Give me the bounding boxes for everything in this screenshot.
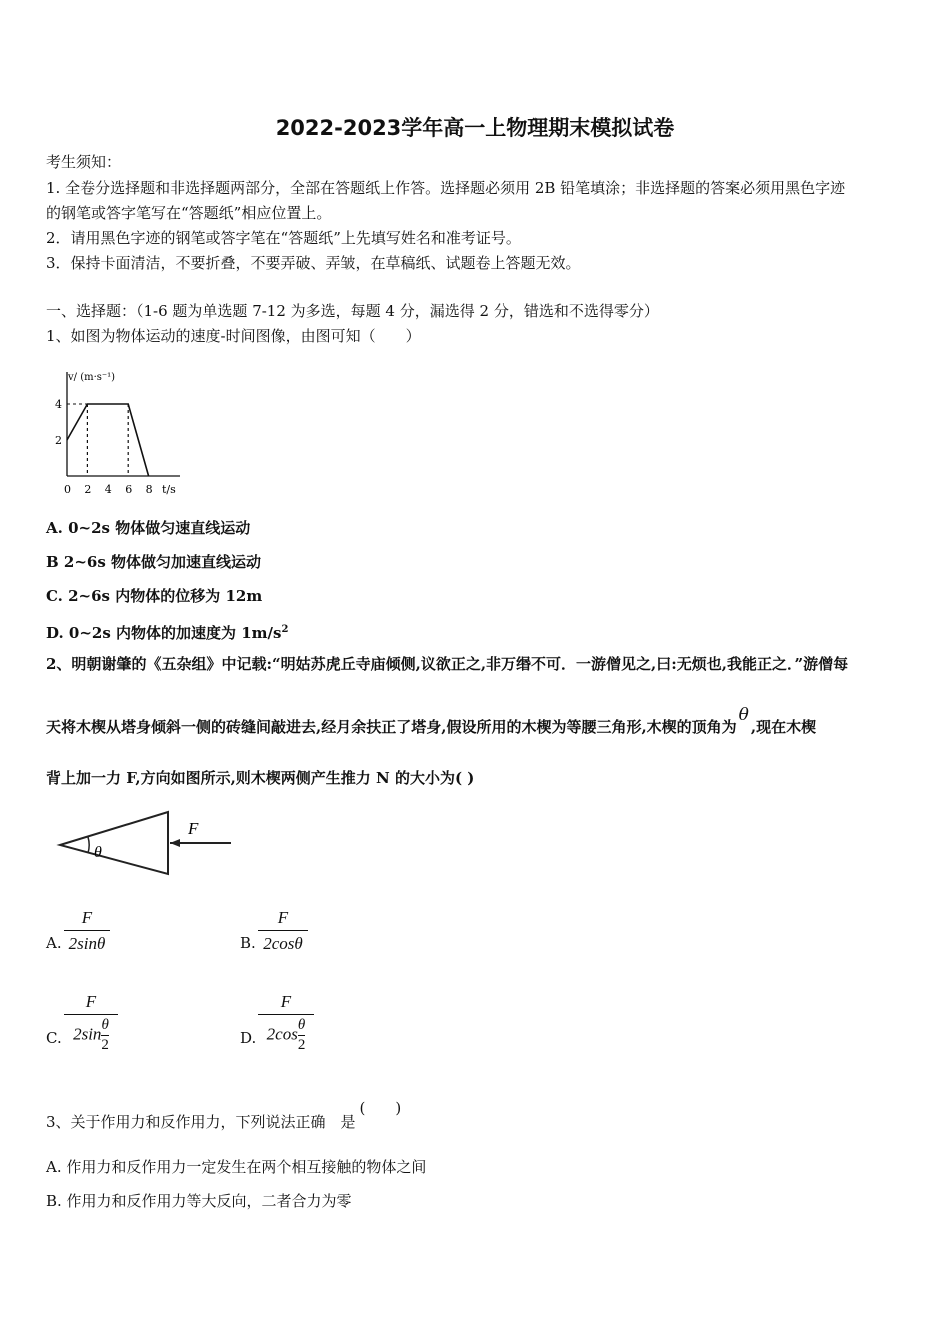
- vt-axes: [67, 372, 180, 476]
- notice-line-3: 3．保持卡面清洁，不要折叠，不要弄破、弄皱，在草稿纸、试题卷上答题无效。: [46, 254, 581, 272]
- q1-option-a: A. 0~2s 物体做匀速直线运动: [46, 519, 251, 537]
- notice-line-1a: 1. 全卷分选择题和非选择题两部分，全部在答题纸上作答。选择题必须用 2B 铅笔填涂；非选择题的答案必须用黑色字迹: [46, 179, 846, 197]
- q1-stem: 1、如图为物体运动的速度-时间图像，由图可知（ ）: [46, 327, 421, 345]
- vt-x-tick-8: 8: [145, 483, 153, 496]
- vt-y-tick-2: 2: [55, 434, 62, 447]
- notice-heading: 考生须知：: [46, 153, 122, 171]
- q2-option-d-fraction: F 2cos $\frac{\theta}{2}$: [258, 992, 314, 1054]
- wedge-triangle: [60, 812, 168, 874]
- angle-label: θ: [94, 844, 102, 861]
- vt-xlabel: t/s: [162, 483, 176, 496]
- q2-line-3: 背上加一力 F,方向如图所示,则木楔两侧产生推力 N 的大小为( ): [46, 769, 475, 787]
- q1-option-d: D. 0~2s 内物体的加速度为 $1m/s^2$: [46, 624, 289, 642]
- q3-option-b: B. 作用力和反作用力等大反向，二者合力为零: [46, 1192, 352, 1210]
- angle-arc: [88, 837, 89, 853]
- notice-line-1b: 的钢笔或答字笔写在“答题纸”相应位置上。: [46, 204, 332, 222]
- vt-series-line: [67, 404, 149, 476]
- vt-x-tick-6: 6: [125, 483, 133, 496]
- q2-option-a-fraction: F 2sinθ: [64, 908, 110, 955]
- q2-option-b-label: B.: [240, 934, 256, 952]
- wedge-figure: [56, 808, 236, 880]
- vt-x-tick-2: 2: [84, 483, 92, 496]
- section-heading: 一、选择题：（1-6 题为单选题 7-12 为多选，每题 4 分，漏选得 2 分，错选和不选得零分）: [46, 302, 659, 320]
- vt-ylabel: v/ (m·s⁻¹): [68, 372, 116, 383]
- page-title: 2022-2023学年高一上物理期末模拟试卷: [275, 116, 675, 140]
- q2-option-d-label: D.: [240, 1029, 257, 1047]
- vt-y-tick-4: 4: [55, 398, 62, 411]
- vt-graph: [52, 366, 192, 498]
- vt-x-tick-0: 0: [64, 483, 71, 496]
- q2-option-c-fraction: F 2sin $\frac{\theta}{2}$: [64, 992, 118, 1054]
- q3-option-a: A. 作用力和反作用力一定发生在两个相互接触的物体之间: [46, 1158, 427, 1176]
- q2-option-a-label: A.: [46, 934, 62, 952]
- force-arrowhead: [170, 839, 180, 847]
- q2-line-2: 天将木楔从塔身倾斜一侧的砖缝间敲进去,经月余扶正了塔身,假设所用的木楔为等腰三角形,木楔的顶角为θ,现在木楔: [46, 705, 817, 736]
- q3-stem: 3、关于作用力和反作用力，下列说法正确 是( ): [46, 1099, 402, 1131]
- q1-option-c: C. 2~6s 内物体的位移为 12m: [46, 587, 263, 605]
- notice-line-2: 2．请用黑色字迹的钢笔或答字笔在“答题纸”上先填写姓名和准考证号。: [46, 229, 521, 247]
- vt-x-tick-4: 4: [104, 483, 112, 496]
- force-label: F: [188, 819, 199, 838]
- q2-line-1: 2、明朝谢肇的《五杂组》中记载:“明姑苏虎丘寺庙倾侧,议欲正之,非万缗不可．一游僧见之,曰:无烦也,我能正之．”游僧每: [46, 655, 849, 673]
- q2-option-c-label: C.: [46, 1029, 62, 1047]
- q2-option-b-fraction: F 2cosθ: [258, 908, 308, 955]
- q1-option-b: B 2~6s 物体做匀加速直线运动: [46, 553, 262, 571]
